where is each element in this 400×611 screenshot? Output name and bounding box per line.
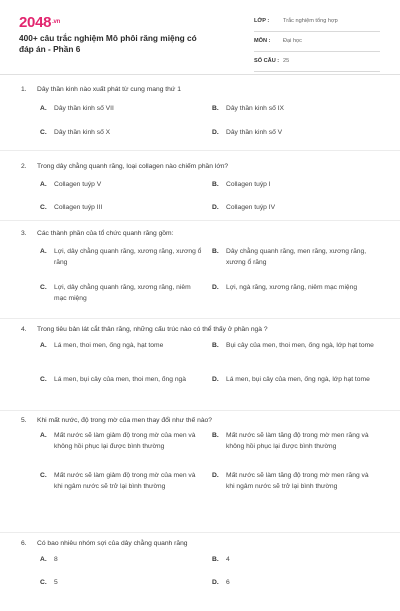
answer-option-c[interactable] xyxy=(40,577,205,611)
answer-text: Dây chằng quanh răng, men răng, xương răng, xương ổ răng xyxy=(226,248,367,266)
page-header xyxy=(0,0,400,72)
answer-text: Dây thần kinh số V xyxy=(226,129,283,136)
meta-value: 25 xyxy=(283,58,290,64)
answer-label: A. xyxy=(40,342,47,349)
meta-key: SỐ CÂU : xyxy=(254,58,280,64)
answer-text: Dây thần kinh số VII xyxy=(54,105,114,112)
answer-option-d[interactable] xyxy=(212,470,377,504)
answer-label: B. xyxy=(212,248,219,255)
answer-text: Bụi cây của men, thoi men, ống ngà, lớp hạt tome xyxy=(226,342,374,349)
question-text xyxy=(21,540,188,547)
question-label: Khi mất nước, độ trong mờ của men thay đổi như thế nào? xyxy=(37,417,212,424)
question-number: 5. xyxy=(21,417,27,424)
question-number: 6. xyxy=(21,540,27,547)
answer-text: 8 xyxy=(54,556,58,563)
question-text xyxy=(21,417,212,424)
logo-suffix: .vn xyxy=(52,19,60,26)
answer-text: Lá men, bụi cây của men, thoi men, ống ngà xyxy=(54,376,186,383)
answer-text: Mất nước sẽ làm giảm độ trong mờ của men và khi ngâm nước sẽ trở lại bình thường xyxy=(54,472,196,490)
logo-text: 2048 xyxy=(19,14,52,31)
answer-label: C. xyxy=(40,376,47,383)
answer-label: A. xyxy=(40,556,47,563)
meta-info xyxy=(254,12,380,72)
question-3 xyxy=(0,226,400,324)
answer-text: 4 xyxy=(226,556,230,563)
answer-label: A. xyxy=(40,248,47,255)
answer-option-b[interactable] xyxy=(212,340,377,374)
question-label: Dây thần kinh nào xuất phát từ cung mang thứ 1 xyxy=(37,86,181,93)
answer-text: Lợi, dây chằng quanh răng, xương răng, niêm mạc miệng xyxy=(54,284,191,302)
question-4 xyxy=(0,324,400,416)
answer-option-d[interactable] xyxy=(212,577,377,611)
answer-option-c[interactable] xyxy=(40,282,205,316)
answer-label: A. xyxy=(40,105,47,112)
meta-row-subject xyxy=(254,32,380,52)
question-text xyxy=(21,230,173,237)
answer-text: Lợi, dây chằng quanh răng, xương răng, xương ổ răng xyxy=(54,248,202,266)
answer-option-c[interactable] xyxy=(40,470,205,504)
answer-option-a[interactable] xyxy=(40,430,205,464)
answer-text: Mất nước sẽ làm tăng độ trong mờ men răng và không hồi phục lại được bình thường xyxy=(226,432,369,450)
answer-label: B. xyxy=(212,432,219,439)
answer-label: D. xyxy=(212,129,219,136)
question-number: 2. xyxy=(21,163,27,170)
answer-option-d[interactable] xyxy=(212,282,377,316)
question-label: Trong dây chằng quanh răng, loại collagen nào chiếm phần lớn? xyxy=(37,163,229,170)
answer-option-a[interactable] xyxy=(40,340,205,374)
answer-label: C. xyxy=(40,472,47,479)
answer-label: D. xyxy=(212,579,219,586)
meta-value: Đại học xyxy=(283,38,302,44)
answer-label: A. xyxy=(40,432,47,439)
answer-label: B. xyxy=(212,105,219,112)
answer-text: 6 xyxy=(226,579,230,586)
site-logo[interactable] xyxy=(19,14,60,31)
answer-label: C. xyxy=(40,204,47,211)
answer-text: Lá men, thoi men, ống ngà, hạt tome xyxy=(54,342,164,349)
answer-label: D. xyxy=(212,472,219,479)
answer-label: A. xyxy=(40,181,47,188)
meta-row-count xyxy=(254,52,380,72)
answer-option-c[interactable] xyxy=(40,374,205,408)
question-text xyxy=(21,326,268,333)
question-divider xyxy=(0,150,400,151)
answer-text: Collagen tuýp III xyxy=(54,204,103,211)
answer-text: Lá men, bụi cây của men, ống ngà, lớp hạt tome xyxy=(226,376,370,383)
question-6 xyxy=(0,538,400,600)
answer-text: Dây thần kinh số X xyxy=(54,129,111,136)
answer-label: B. xyxy=(212,556,219,563)
question-label: Trong tiêu bản lát cắt thân răng, những cấu trúc nào có thể thấy ở phần ngà ? xyxy=(37,326,268,333)
question-number: 3. xyxy=(21,230,27,237)
answer-label: D. xyxy=(212,204,219,211)
answer-text: Lợi, ngà răng, xương răng, niêm mạc miệng xyxy=(226,284,358,291)
answer-option-a[interactable] xyxy=(40,246,205,280)
meta-key: LỚP : xyxy=(254,18,270,24)
question-text xyxy=(21,163,228,170)
answer-label: D. xyxy=(212,376,219,383)
question-divider xyxy=(0,220,400,221)
question-label: Có bao nhiêu nhóm sợi của dây chằng quanh răng xyxy=(37,540,188,547)
answer-text: Collagen tuýp IV xyxy=(226,204,276,211)
meta-key: MÔN : xyxy=(254,38,271,44)
answer-text: 5 xyxy=(54,579,58,586)
answer-label: C. xyxy=(40,579,47,586)
meta-value: Trắc nghiệm tổng hợp xyxy=(283,18,338,24)
answer-text: Mất nước sẽ làm giảm độ trong mờ của men và không hồi phục lại được bình thường xyxy=(54,432,196,450)
question-2 xyxy=(0,156,400,226)
answer-option-b[interactable] xyxy=(212,430,377,464)
answer-label: D. xyxy=(212,284,219,291)
answer-option-b[interactable] xyxy=(212,246,377,280)
meta-row-class xyxy=(254,12,380,32)
answer-label: C. xyxy=(40,284,47,291)
answer-option-d[interactable] xyxy=(212,374,377,408)
question-5 xyxy=(0,416,400,538)
answer-label: B. xyxy=(212,342,219,349)
page-title: 400+ câu trắc nghiệm Mô phôi răng miệng có đáp án - Phần 6 xyxy=(19,33,197,54)
question-divider xyxy=(0,318,400,319)
answer-label: C. xyxy=(40,129,47,136)
answer-text: Dây thần kinh số IX xyxy=(226,105,284,112)
answer-text: Collagen tuýp V xyxy=(54,181,102,188)
question-label: Các thành phần của tổ chức quanh răng gồm: xyxy=(37,230,174,237)
question-text xyxy=(21,86,181,93)
answer-text: Mất nước sẽ làm tăng độ trong mờ men răng và khi ngâm nước sẽ trở lại bình thường xyxy=(226,472,369,490)
answer-label: B. xyxy=(212,181,219,188)
question-divider xyxy=(0,532,400,533)
header-divider xyxy=(0,74,400,75)
question-number: 1. xyxy=(21,86,27,93)
answer-text: Collagen tuýp I xyxy=(226,181,271,188)
question-number: 4. xyxy=(21,326,27,333)
question-1 xyxy=(0,78,400,156)
question-divider xyxy=(0,410,400,411)
